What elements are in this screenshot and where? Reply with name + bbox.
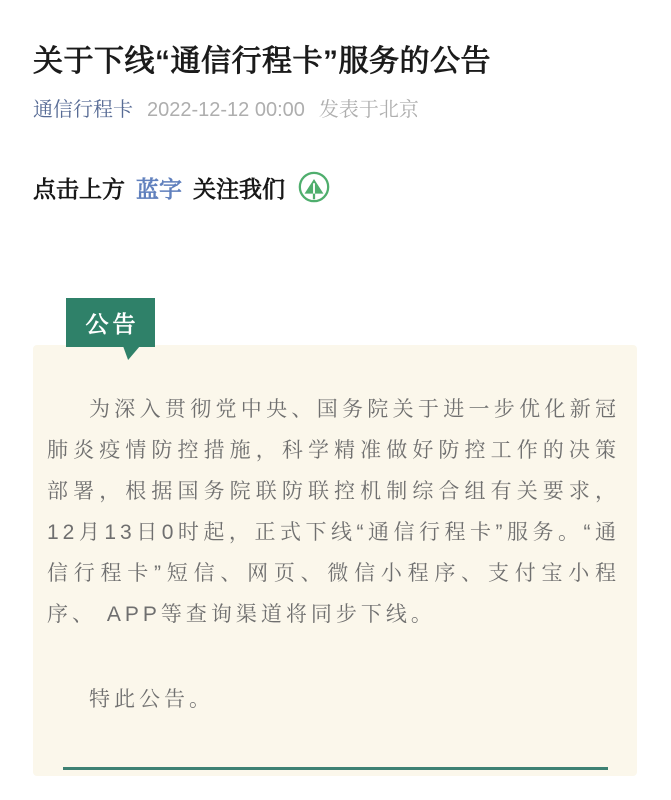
- announcement-badge: [66, 298, 155, 347]
- announcement-body: [47, 389, 620, 720]
- announcement-badge-label: 公告: [85, 311, 140, 337]
- bottom-divider-line: [63, 767, 608, 770]
- follow-prompt-prefix: 点击上方: [33, 175, 125, 202]
- announcement-panel: [33, 345, 637, 776]
- article-meta: [33, 93, 419, 122]
- follow-prompt-highlight: 蓝字: [136, 175, 182, 202]
- follow-prompt-suffix: 关注我们: [193, 175, 285, 202]
- account-name-link[interactable]: 通信行程卡: [33, 99, 133, 121]
- announcement-closing: 特此公告。: [89, 688, 214, 711]
- publish-location: 发表于北京: [318, 99, 419, 121]
- follow-prompt: [33, 170, 331, 204]
- publish-time: 2022-12-12 00:00: [147, 99, 305, 121]
- article-title: 关于下线“通信行程卡”服务的公告: [33, 45, 491, 79]
- announcement-paragraph: 为深入贯彻党中央、国务院关于进一步优化新冠肺炎疫情防控措施，科学精准做好防控工作的决策部署，根据国务院联防联控机制综合组有关要求，12月13日0时起，正式下线“通信行程卡”服务。“通信行程卡”短信、网页、微信小程序、支付宝小程序、 APP等查询渠道将同步下线。: [47, 398, 620, 626]
- circle-up-arrow-icon: [297, 170, 331, 204]
